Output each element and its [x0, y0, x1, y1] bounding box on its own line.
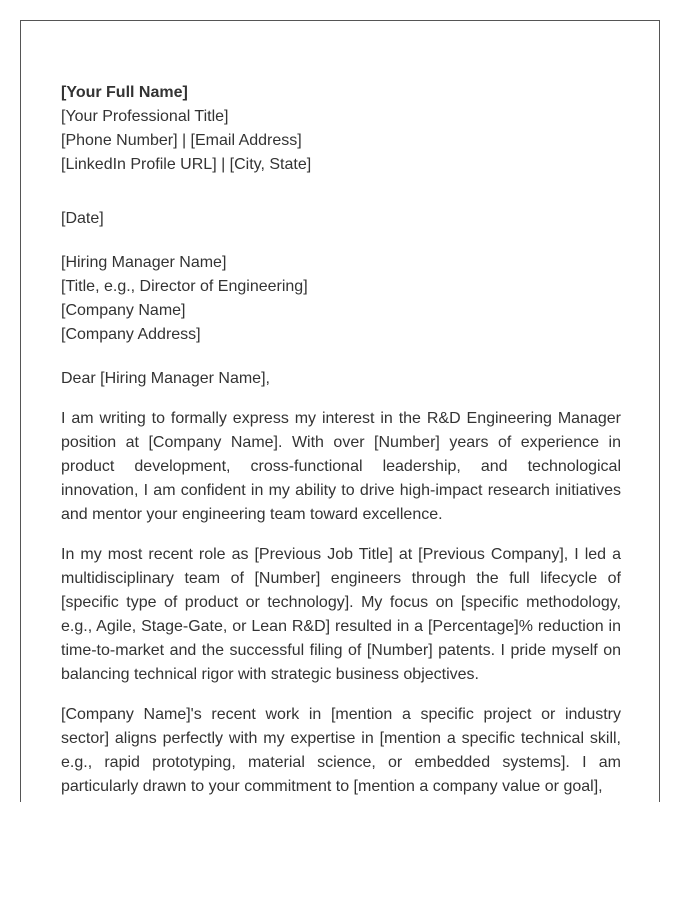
recipient-block	[61, 251, 621, 347]
sender-title: [Your Professional Title]	[61, 108, 229, 125]
salutation: Dear [Hiring Manager Name],	[61, 370, 270, 387]
recipient-company: [Company Name]	[61, 302, 186, 319]
recipient-title: [Title, e.g., Director of Engineering]	[61, 278, 308, 295]
recipient-name: [Hiring Manager Name]	[61, 254, 227, 271]
body-paragraph-3: [Company Name]'s recent work in [mention a specific project or industry sector] aligns perfectly with my expertise in [mention a specific technical skill, e.g., rapid prototyping, material science, or embedded systems]. I am particularly drawn to your commitment to [mention a company value or goal],	[61, 706, 621, 795]
spacer	[61, 347, 621, 367]
sender-name: [Your Full Name]	[61, 84, 188, 101]
letter-page	[20, 20, 660, 802]
sender-block	[61, 81, 621, 177]
spacer	[61, 231, 621, 251]
letter-date: [Date]	[61, 210, 104, 227]
sender-location: [LinkedIn Profile URL] | [City, State]	[61, 156, 312, 173]
recipient-address: [Company Address]	[61, 326, 201, 343]
sender-contact: [Phone Number] | [Email Address]	[61, 132, 302, 149]
letter-content	[61, 81, 621, 802]
body-paragraph-2: In my most recent role as [Previous Job Title] at [Previous Company], I led a multidisciplinary team of [Number] engineers through the full lifecycle of [specific type of product or technology]. My focus on [specific methodology, e.g., Agile, Stage-Gate, or Lean R&D] resulted in a [Percentage]% reduction in time-to-market and the successful filing of [Number] patents. I pride myself on balancing technical rigor with strategic business objectives.	[61, 546, 621, 683]
body-paragraph-1: I am writing to formally express my interest in the R&D Engineering Manager position at [Company Name]. With over [Number] years of experience in product development, cross-functional leadership, and technological innovation, I am confident in my ability to drive high-impact research initiatives and mentor your engineering team toward excellence.	[61, 410, 621, 523]
spacer	[61, 177, 621, 207]
